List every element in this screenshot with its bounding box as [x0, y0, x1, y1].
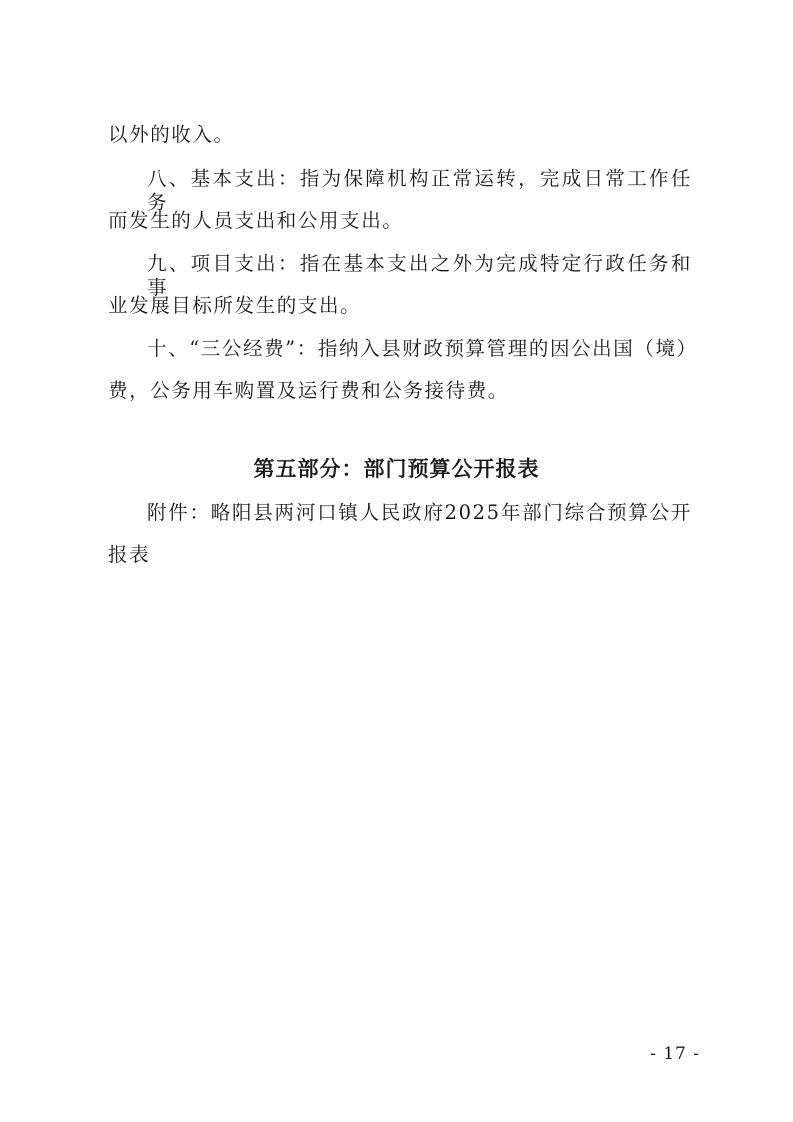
paragraph-line: 九、项目支出：指在基本支出之外为完成特定行政任务和事 — [147, 252, 692, 299]
attachment-line: 附件：略阳县两河口镇人民政府2025年部门综合预算公开 — [147, 501, 692, 524]
paragraph-line: 业发展目标所发生的支出。 — [108, 294, 362, 317]
paragraph-line: 费，公务用车购置及运行费和公务接待费。 — [108, 379, 509, 402]
attachment-line: 报表 — [108, 543, 151, 566]
section-heading: 第五部分：部门预算公开报表 — [253, 456, 540, 481]
paragraph-line: 十、“三公经费”：指纳入县财政预算管理的因公出国（境） — [147, 337, 698, 360]
paragraph-line: 八、基本支出：指为保障机构正常运转，完成日常工作任务 — [147, 167, 692, 214]
page-number: - 17 - — [650, 1044, 700, 1064]
paragraph-line: 以外的收入。 — [108, 123, 235, 146]
paragraph-line: 而发生的人员支出和公用支出。 — [108, 209, 404, 232]
